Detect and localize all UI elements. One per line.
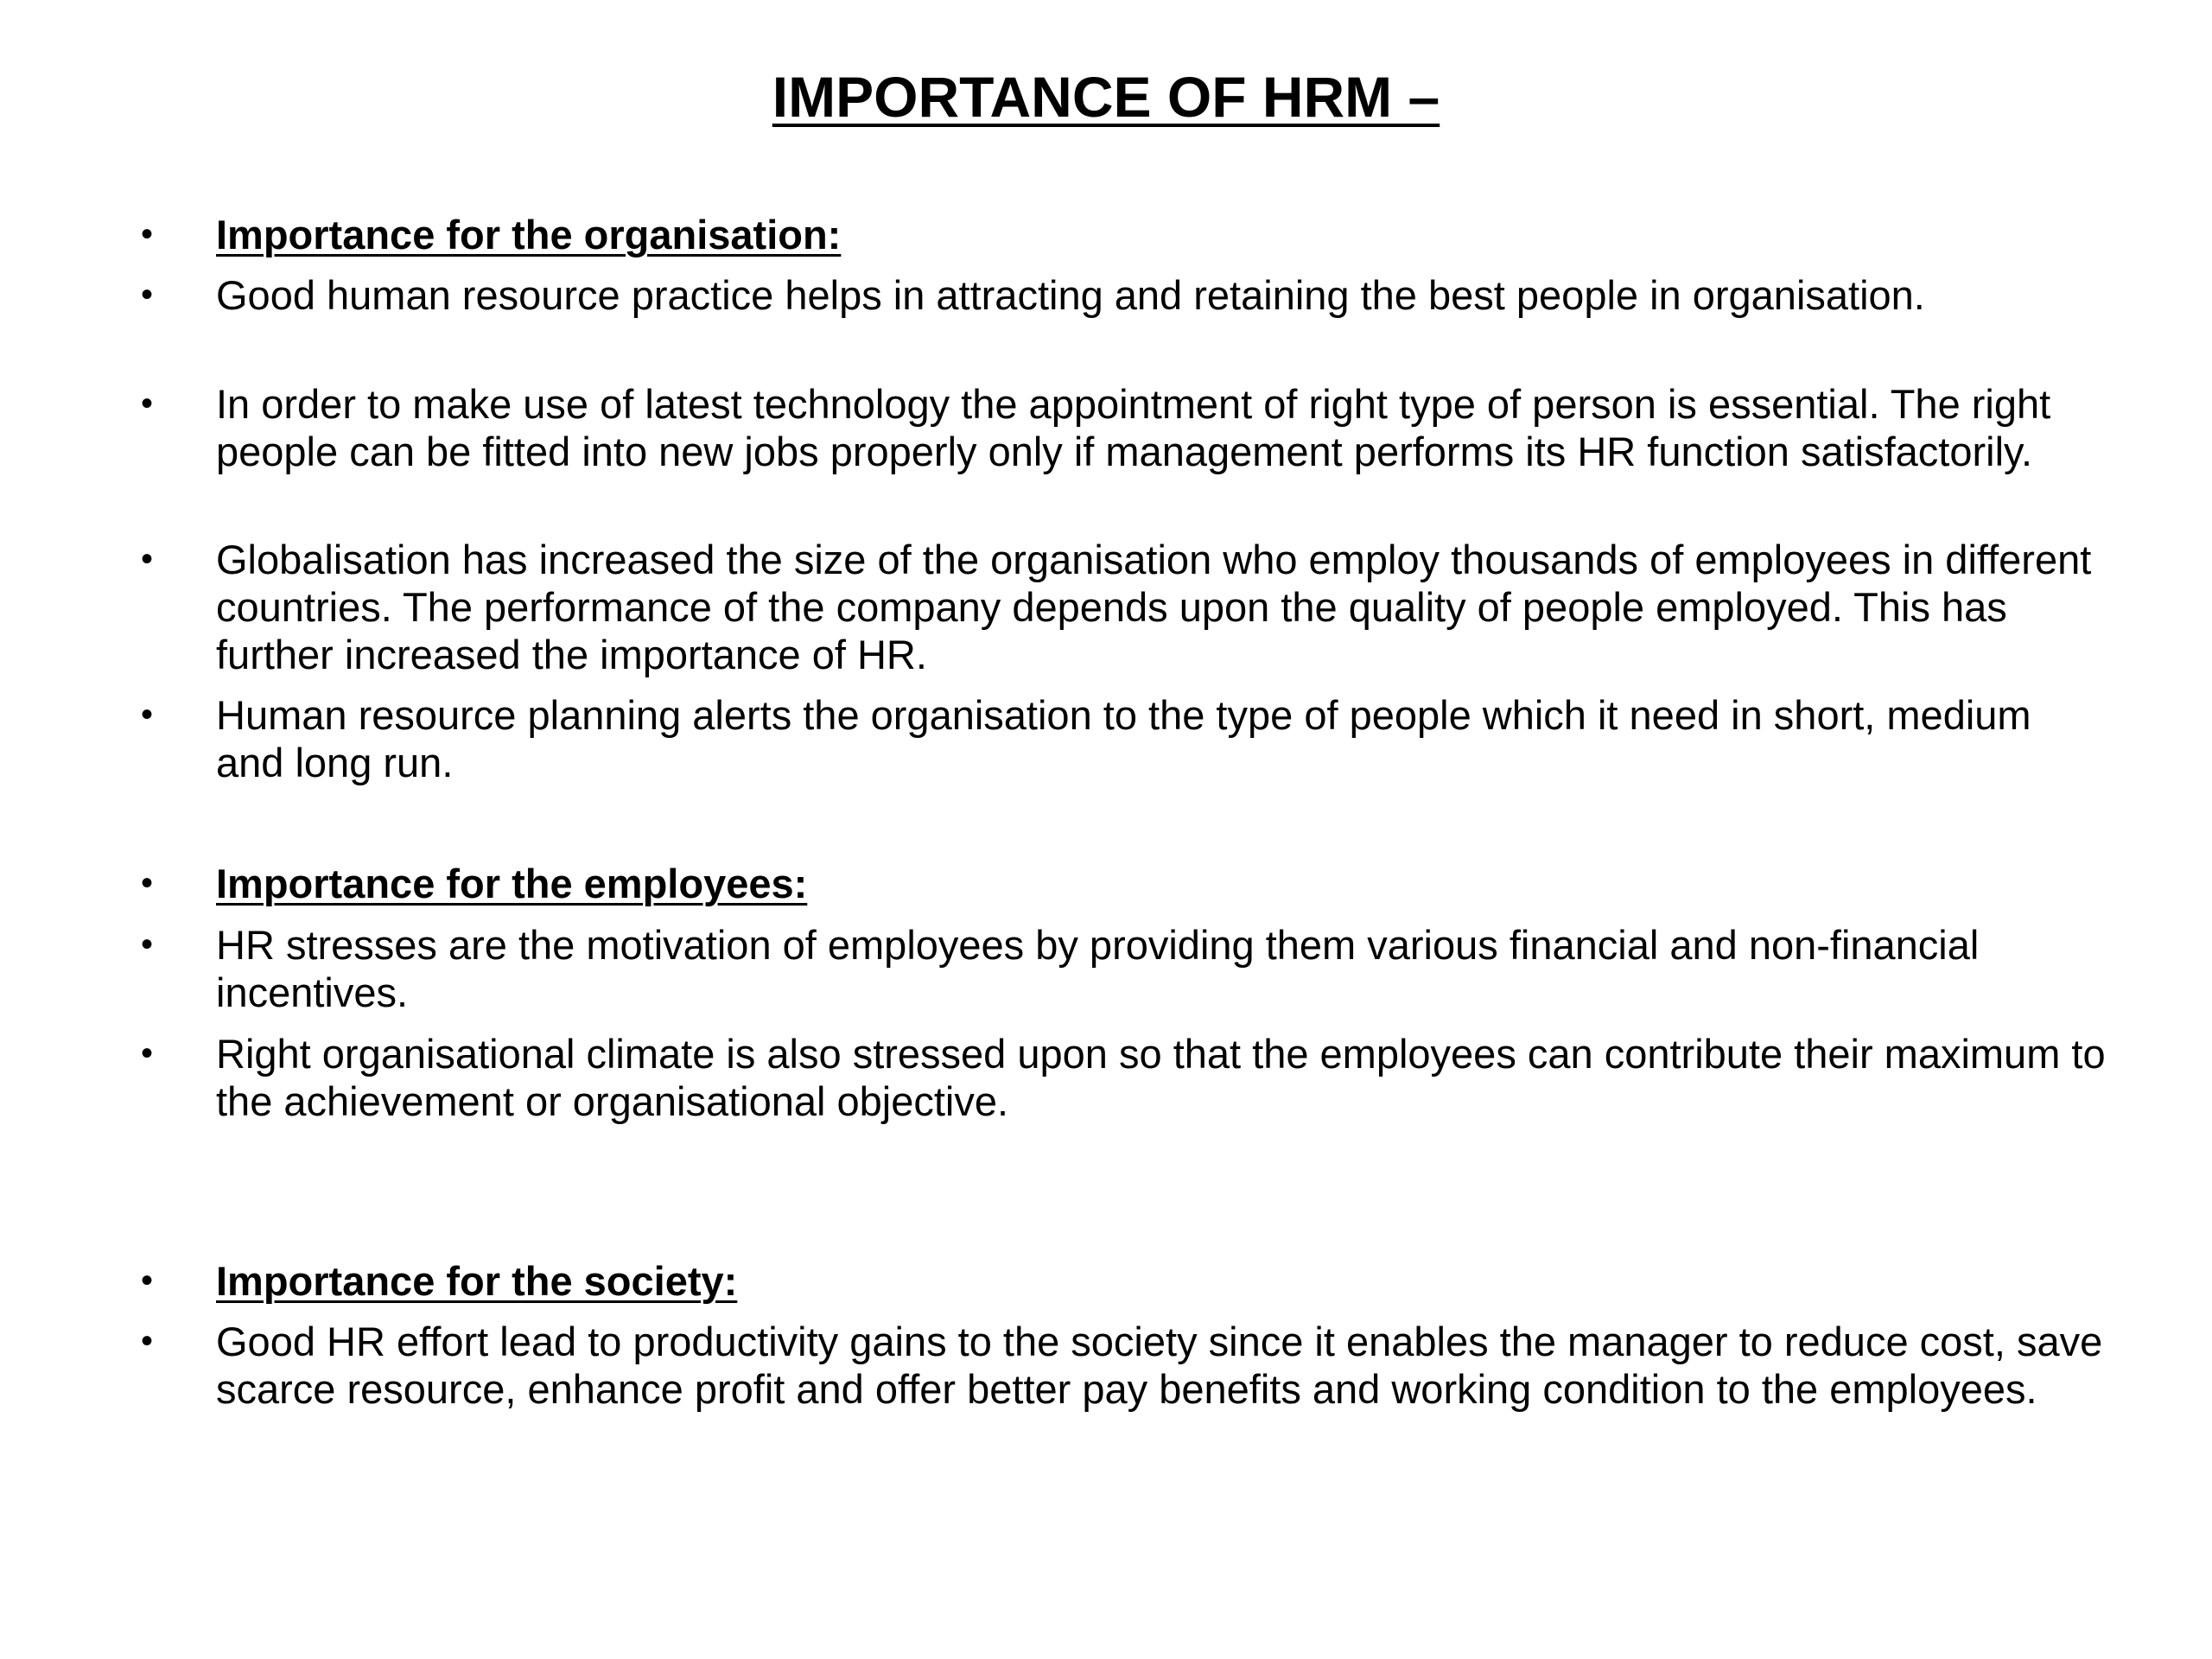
bullet-icon: • [140,864,153,902]
section-heading-organisation: • Importance for the organisation: [130,211,2108,258]
bullet-icon: • [140,215,153,253]
slide-title: IMPORTANCE OF HRM – [772,65,1440,129]
bullet-icon: • [140,540,153,578]
bullet-icon: • [140,385,153,423]
bullet-icon: • [140,1262,153,1300]
bullet-icon: • [140,1322,153,1360]
bullet-icon: • [140,276,153,314]
list-item: • Good human resource practice helps in attracting and retaining the best people in organisation. [130,271,2108,319]
bullet-icon: • [140,925,153,963]
list-item: • HR stresses are the motivation of employees by providing them various financial and non-financial incentives. [130,921,2108,1016]
list-item: • Globalisation has increased the size of the organisation who employ thousands of employees in different countries. The performance of the company depends upon the quality of people employed. This has further increased the importance of HR. [130,536,2108,678]
bullet-icon: • [140,1034,153,1072]
list-item: • Human resource planning alerts the organisation to the type of people which it need in short, medium and long run. [130,691,2108,786]
list-item: • In order to make use of latest technology the appointment of right type of person is essential. The right people can be fitted into new jobs properly only if management performs its HR function satisfactorily. [130,380,2108,475]
bullet-icon: • [140,696,153,734]
section-heading-employees: • Importance for the employees: [130,860,2108,907]
list-item: • Good HR effort lead to productivity gains to the society since it enables the manager to reduce cost, save scarce resource, enhance profit and offer better pay benefits and working condition to the employees. [130,1318,2108,1413]
list-item: • Right organisational climate is also stressed upon so that the employees can contribute their maximum to the achievement or organisational objective. [130,1030,2108,1125]
section-heading-society: • Importance for the society: [130,1257,2108,1305]
